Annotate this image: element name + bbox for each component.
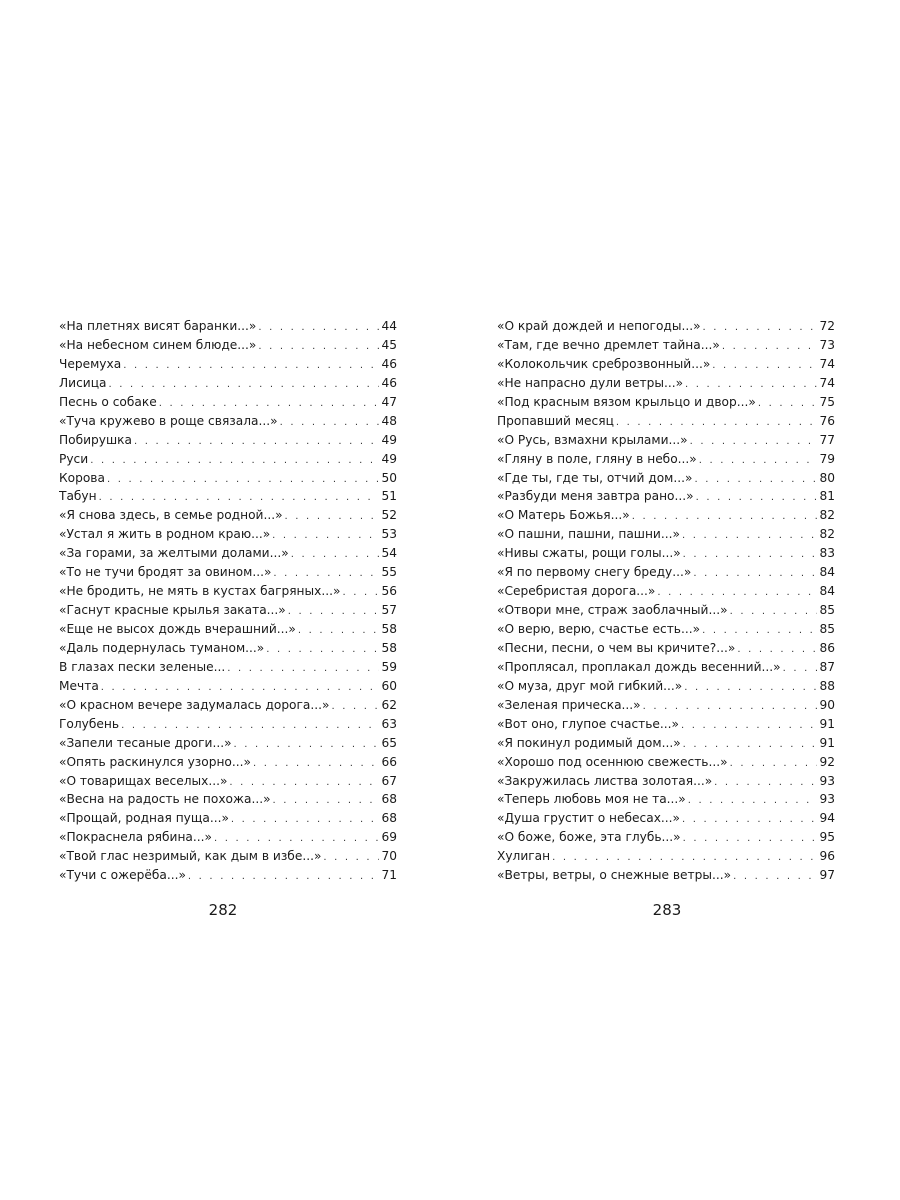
entry-title: «Опять раскинулся узорно...» [59, 754, 251, 769]
entry-page-number: 60 [381, 678, 397, 693]
entry-page-number: 84 [819, 565, 835, 580]
entry-page-number: 44 [381, 319, 397, 333]
toc-entry [59, 866, 397, 885]
entry-page-number: 90 [819, 697, 835, 712]
dot-leader [688, 792, 818, 809]
entry-page-number: 63 [381, 716, 397, 731]
entry-page-number: 49 [381, 432, 397, 447]
dot-leader [227, 660, 379, 677]
toc-entry [59, 658, 397, 677]
dot-leader [253, 755, 380, 772]
toc-entry [59, 374, 397, 393]
toc-entry [59, 544, 397, 563]
entry-title: «О товарищах веселых...» [59, 773, 228, 788]
toc-entry [59, 620, 397, 639]
toc-entry [497, 677, 835, 696]
entry-title: «Зеленая прическа...» [497, 697, 641, 712]
toc-entry [497, 506, 835, 525]
dot-leader [291, 546, 380, 563]
dot-leader [683, 736, 818, 753]
entry-title: Табун [59, 489, 97, 504]
entry-title: «О Матерь Божья...» [497, 508, 630, 523]
entry-page-number: 74 [819, 375, 835, 390]
toc-entry [59, 431, 397, 450]
entry-title: «Устал я жить в родном краю...» [59, 527, 271, 542]
entry-page-number: 79 [819, 451, 835, 466]
entry-page-number: 57 [381, 603, 397, 618]
toc-entry [59, 809, 397, 828]
dot-leader [101, 679, 380, 696]
toc-entry [497, 658, 835, 677]
entry-title: «Проплясал, проплакал дождь весенний...» [497, 659, 781, 674]
dot-leader [681, 717, 817, 734]
dot-leader [342, 584, 379, 601]
dot-leader [685, 376, 817, 393]
dot-leader [108, 376, 379, 393]
entry-title: Побирушка [59, 432, 132, 447]
entry-title: «Не напрасно дули ветры...» [497, 375, 684, 390]
entry-title: «О боже, боже, эта глубь...» [497, 830, 681, 845]
entry-title: «Где ты, где ты, отчий дом...» [497, 470, 693, 485]
entry-page-number: 53 [381, 527, 397, 542]
entry-title: «О верю, верю, счастье есть...» [497, 622, 701, 636]
entry-title: «Гляну в поле, гляну в небо...» [497, 451, 697, 466]
entry-page-number: 67 [381, 773, 397, 788]
entry-page-number: 72 [819, 319, 835, 333]
toc-entry [59, 582, 397, 601]
table-of-contents-left [59, 317, 397, 885]
entry-title: «Не бродить, не мять в кустах багряных...» [59, 584, 341, 599]
entry-page-number: 45 [381, 337, 397, 352]
entry-title: В глазах пески зеленые... [59, 659, 226, 674]
entry-page-number: 56 [381, 584, 397, 599]
entry-title: «Еще не высох дождь вчерашний...» [59, 622, 296, 636]
dot-leader [682, 527, 818, 544]
entry-page-number: 96 [819, 849, 835, 864]
toc-entry [59, 715, 397, 734]
toc-entry [497, 317, 835, 336]
entry-page-number: 97 [819, 868, 835, 883]
entry-title: «Тучи с ожерёба...» [59, 868, 186, 883]
entry-page-number: 84 [819, 584, 835, 599]
entry-page-number: 82 [819, 527, 835, 542]
entry-page-number: 75 [819, 394, 835, 409]
dot-leader [234, 736, 380, 753]
toc-entry [59, 677, 397, 696]
dot-leader [690, 433, 818, 450]
dot-leader [657, 584, 817, 601]
entry-page-number: 46 [381, 356, 397, 371]
entry-page-number: 76 [819, 413, 835, 428]
entry-page-number: 91 [819, 735, 835, 750]
entry-page-number: 62 [381, 697, 397, 712]
entry-title: «Серебристая дорога...» [497, 584, 656, 599]
left-page [59, 317, 397, 885]
dot-leader [159, 395, 380, 412]
toc-entry [497, 450, 835, 469]
toc-entry [497, 715, 835, 734]
entry-page-number: 47 [381, 394, 397, 409]
entry-title: «Под красным вязом крыльцо и двор...» [497, 394, 756, 409]
toc-entry [497, 772, 835, 791]
dot-leader [285, 508, 380, 525]
page-number-left: 282 [208, 901, 238, 919]
entry-title: «О муза, друг мой гибкий...» [497, 678, 683, 693]
entry-page-number: 74 [819, 356, 835, 371]
entry-page-number: 93 [819, 792, 835, 807]
entry-title: Хулиган [497, 849, 551, 864]
entry-title: «На плетнях висят баранки...» [59, 319, 257, 333]
toc-entry [497, 431, 835, 450]
dot-leader [703, 319, 818, 336]
toc-entry [59, 639, 397, 658]
toc-entry [497, 866, 835, 885]
entry-title: Корова [59, 470, 105, 485]
toc-entry [497, 601, 835, 620]
entry-title: «Колокольчик среброзвонный...» [497, 356, 711, 371]
toc-entry [59, 525, 397, 544]
toc-entry [59, 790, 397, 809]
entry-title: «Разбуди меня завтра рано...» [497, 489, 694, 504]
toc-entry [59, 601, 397, 620]
dot-leader [684, 679, 817, 696]
entry-page-number: 80 [819, 470, 835, 485]
entry-page-number: 50 [381, 470, 397, 485]
entry-title: Лисица [59, 375, 107, 390]
toc-entry [59, 412, 397, 431]
dot-leader [714, 774, 817, 791]
toc-entry [59, 828, 397, 847]
entry-page-number: 87 [819, 659, 835, 674]
toc-entry [497, 790, 835, 809]
entry-page-number: 85 [819, 603, 835, 618]
entry-page-number: 83 [819, 546, 835, 561]
toc-entry [497, 696, 835, 715]
entry-page-number: 91 [819, 716, 835, 731]
dot-leader [123, 357, 379, 374]
entry-title: «Я покинул родимый дом...» [497, 735, 681, 750]
toc-entry [59, 772, 397, 791]
entry-title: «Там, где вечно дремлет тайна...» [497, 337, 720, 352]
entry-title: «О край дождей и непогоды...» [497, 319, 701, 333]
toc-entry [497, 487, 835, 506]
entry-page-number: 71 [381, 868, 397, 883]
entry-title: «Весна на радость не похожа...» [59, 792, 271, 807]
entry-page-number: 66 [381, 754, 397, 769]
dot-leader [258, 319, 379, 336]
entry-title: «Прощай, родная пуща...» [59, 811, 229, 826]
dot-leader [730, 755, 818, 772]
toc-entry [497, 355, 835, 374]
toc-entry [497, 469, 835, 488]
entry-title: «Гаснут красные крылья заката...» [59, 603, 286, 618]
dot-leader [694, 471, 817, 488]
dot-leader [272, 527, 379, 544]
toc-entry [497, 544, 835, 563]
entry-title: «Нивы сжаты, рощи голы...» [497, 546, 681, 561]
entry-page-number: 58 [381, 640, 397, 655]
entry-title: «За горами, за желтыми долами...» [59, 546, 289, 561]
page-number-right: 283 [652, 901, 682, 919]
toc-entry [59, 393, 397, 412]
entry-page-number: 81 [819, 489, 835, 504]
entry-title: «Запели тесаные дроги...» [59, 735, 232, 750]
toc-entry [59, 450, 397, 469]
entry-page-number: 58 [381, 622, 397, 636]
entry-title: «Ветры, ветры, о снежные ветры...» [497, 868, 732, 883]
entry-title: «Я по первому снегу бреду...» [497, 565, 692, 580]
dot-leader [298, 622, 380, 639]
dot-leader [696, 489, 818, 506]
entry-title: Руси [59, 451, 89, 466]
entry-title: Мечта [59, 678, 99, 693]
entry-page-number: 68 [381, 792, 397, 807]
dot-leader [331, 698, 379, 715]
dot-leader [702, 622, 817, 639]
entry-page-number: 68 [381, 811, 397, 826]
toc-entry [59, 469, 397, 488]
entry-title: Черемуха [59, 356, 122, 371]
dot-leader [643, 698, 818, 715]
dot-leader [134, 433, 379, 450]
entry-title: «О красном вечере задумалась дорога...» [59, 697, 330, 712]
entry-title: Песнь о собаке [59, 394, 157, 409]
right-page [497, 317, 835, 885]
toc-entry [497, 412, 835, 431]
entry-title: «Душа грустит о небесах...» [497, 811, 681, 826]
entry-page-number: 86 [819, 640, 835, 655]
toc-entry [59, 847, 397, 866]
dot-leader [214, 830, 380, 847]
toc-entry [59, 336, 397, 355]
entry-page-number: 93 [819, 773, 835, 788]
entry-title: «Закружилась листва золотая...» [497, 773, 713, 788]
entry-page-number: 95 [819, 830, 835, 845]
toc-entry [497, 734, 835, 753]
dot-leader [188, 868, 380, 885]
entry-title: «То не тучи бродят за овином...» [59, 565, 272, 580]
entry-page-number: 49 [381, 451, 397, 466]
entry-page-number: 54 [381, 546, 397, 561]
toc-entry [497, 374, 835, 393]
dot-leader [121, 717, 379, 734]
toc-entry [59, 506, 397, 525]
entry-page-number: 65 [381, 735, 397, 750]
toc-entry [497, 582, 835, 601]
entry-title: «Покраснела рябина...» [59, 830, 212, 845]
dot-leader [683, 546, 818, 563]
toc-entry [497, 828, 835, 847]
entry-title: «О пашни, пашни, пашни...» [497, 527, 680, 542]
entry-page-number: 85 [819, 622, 835, 636]
dot-leader [323, 849, 379, 866]
entry-title: Пропавший месяц [497, 413, 614, 428]
entry-title: «Песни, песни, о чем вы кричите?...» [497, 640, 736, 655]
entry-page-number: 48 [381, 413, 397, 428]
dot-leader [693, 565, 817, 582]
dot-leader [632, 508, 818, 525]
entry-title: «Хорошо под осеннюю свежесть...» [497, 754, 728, 769]
dot-leader [231, 811, 380, 828]
entry-page-number: 52 [381, 508, 397, 523]
dot-leader [783, 660, 818, 677]
entry-page-number: 59 [381, 659, 397, 674]
dot-leader [699, 452, 818, 469]
dot-leader [280, 414, 380, 431]
toc-entry [497, 753, 835, 772]
entry-page-number: 70 [381, 849, 397, 864]
entry-title: Голубень [59, 716, 120, 731]
table-of-contents-right [497, 317, 835, 885]
dot-leader [90, 452, 379, 469]
entry-page-number: 88 [819, 678, 835, 693]
dot-leader [107, 471, 380, 488]
dot-leader [258, 338, 379, 355]
entry-title: «Вот оно, глупое счастье...» [497, 716, 680, 731]
entry-title: «Даль подернулась туманом...» [59, 640, 265, 655]
toc-entry [497, 639, 835, 658]
entry-page-number: 73 [819, 337, 835, 352]
dot-leader [683, 830, 818, 847]
dot-leader [733, 868, 817, 885]
dot-leader [722, 338, 818, 355]
entry-page-number: 55 [381, 565, 397, 580]
dot-leader [273, 565, 379, 582]
dot-leader [288, 603, 380, 620]
entry-title: «На небесном синем блюде...» [59, 337, 257, 352]
toc-entry [497, 563, 835, 582]
dot-leader [552, 849, 817, 866]
dot-leader [712, 357, 817, 374]
toc-entry [497, 620, 835, 639]
toc-entry [497, 809, 835, 828]
entry-title: «О Русь, взмахни крылами...» [497, 432, 688, 447]
toc-entry [59, 734, 397, 753]
dot-leader [266, 641, 379, 658]
dot-leader [682, 811, 817, 828]
toc-entry [59, 487, 397, 506]
toc-entry [59, 355, 397, 374]
toc-entry [59, 317, 397, 336]
toc-entry [497, 393, 835, 412]
toc-entry [59, 696, 397, 715]
entry-page-number: 77 [819, 432, 835, 447]
toc-entry [497, 847, 835, 866]
dot-leader [229, 774, 379, 791]
entry-page-number: 51 [381, 489, 397, 504]
toc-entry [497, 525, 835, 544]
entry-title: «Я снова здесь, в семье родной...» [59, 508, 283, 523]
entry-title: «Твой глас незримый, как дым в избе...» [59, 849, 322, 864]
toc-entry [59, 753, 397, 772]
toc-entry [59, 563, 397, 582]
toc-entry [497, 336, 835, 355]
dot-leader [737, 641, 817, 658]
dot-leader [758, 395, 818, 412]
entry-title: «Теперь любовь моя не та...» [497, 792, 686, 807]
entry-page-number: 94 [819, 811, 835, 826]
entry-page-number: 92 [819, 754, 835, 769]
dot-leader [616, 414, 818, 431]
entry-page-number: 69 [381, 830, 397, 845]
entry-page-number: 46 [381, 375, 397, 390]
dot-leader [99, 489, 380, 506]
entry-page-number: 82 [819, 508, 835, 523]
entry-title: «Туча кружево в роще связала...» [59, 413, 278, 428]
entry-title: «Отвори мне, страж заоблачный...» [497, 603, 728, 618]
dot-leader [730, 603, 818, 620]
dot-leader [273, 792, 380, 809]
